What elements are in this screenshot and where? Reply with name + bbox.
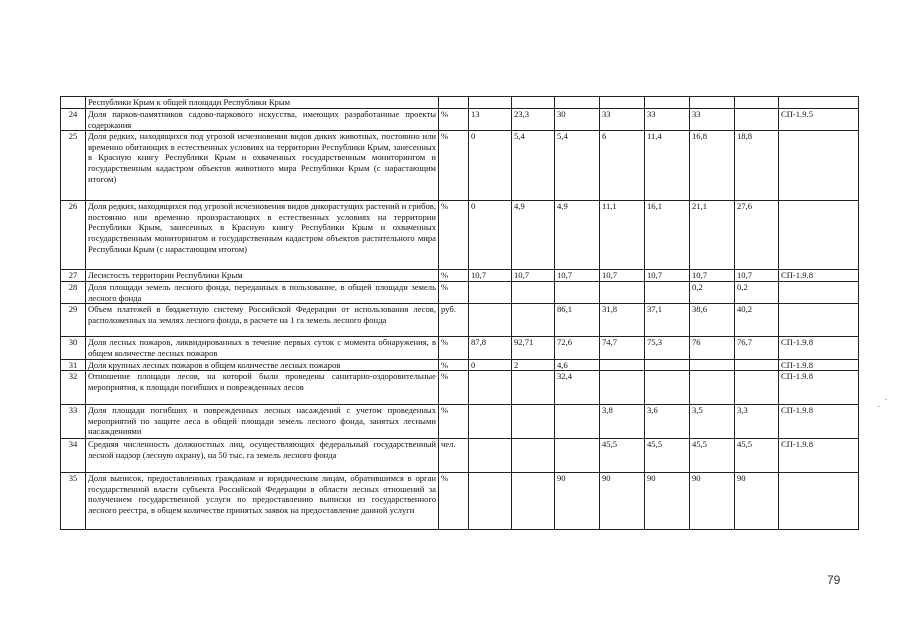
value-cell: 10,7 (555, 270, 600, 282)
value-cell: 31,8 (600, 304, 645, 337)
value-cell: 10,7 (512, 270, 555, 282)
scan-speck (878, 406, 880, 407)
value-cell: 18,8 (735, 131, 779, 201)
value-cell: 33 (690, 109, 735, 131)
indicator-text-cell: Средняя численность должностных лиц, осуществляющих федеральный государственный лесной надзор (лесную охрану), на 50 тыс. га земель лесного фонда (86, 439, 439, 473)
table-row (61, 439, 859, 473)
value-cell: 13 (469, 109, 512, 131)
value-cell: 0 (469, 131, 512, 201)
table-row (61, 109, 859, 131)
value-cell: 32,4 (555, 371, 600, 405)
value-cell: 3,6 (645, 405, 690, 439)
value-cell: 72,6 (555, 337, 600, 359)
table-row (61, 359, 859, 371)
value-cell: 90 (690, 473, 735, 530)
value-cell (512, 473, 555, 530)
unit-cell: % (439, 109, 469, 131)
table-row (61, 201, 859, 270)
row-number-cell: 30 (61, 337, 86, 359)
indicator-text-cell: Объем платежей в бюджетную систему Российской Федерации от использования лесов, расположенных на землях лесного фонда, в расчете на 1 га земель лесного фонда (86, 304, 439, 337)
indicator-text-cell: Доля площади земель лесного фонда, переданных в пользование, в общей площади земель лесного фонда (86, 282, 439, 304)
unit-cell: % (439, 270, 469, 282)
value-cell: 0,2 (690, 282, 735, 304)
table-row (61, 473, 859, 530)
value-cell: 3,5 (690, 405, 735, 439)
value-cell: 4,9 (512, 201, 555, 270)
unit-cell: % (439, 371, 469, 405)
value-cell (512, 439, 555, 473)
reference-cell (779, 282, 859, 304)
unit-cell: % (439, 201, 469, 270)
value-cell (555, 282, 600, 304)
value-cell (735, 109, 779, 131)
reference-cell (779, 131, 859, 201)
value-cell (645, 282, 690, 304)
value-cell: 11,4 (645, 131, 690, 201)
value-cell (645, 371, 690, 405)
reference-cell: СП-1.9.8 (779, 337, 859, 359)
table-row (61, 131, 859, 201)
value-cell: 23,3 (512, 109, 555, 131)
value-cell: 3,8 (600, 405, 645, 439)
value-cell: 76,7 (735, 337, 779, 359)
indicator-text-cell: Лесистость территории Республики Крым (86, 270, 439, 282)
value-cell: 33 (600, 109, 645, 131)
value-cell: 90 (645, 473, 690, 530)
value-cell (600, 371, 645, 405)
value-cell (735, 359, 779, 371)
value-cell (690, 371, 735, 405)
row-number-cell: 25 (61, 131, 86, 201)
value-cell (469, 473, 512, 530)
reference-cell (779, 304, 859, 337)
value-cell (555, 405, 600, 439)
value-cell: 2 (512, 359, 555, 371)
unit-cell: чел. (439, 439, 469, 473)
table-row (61, 270, 859, 282)
value-cell: 75,3 (645, 337, 690, 359)
value-cell (600, 359, 645, 371)
value-cell (469, 282, 512, 304)
reference-cell: СП-1.9.5 (779, 109, 859, 131)
value-cell (469, 304, 512, 337)
value-cell: 4,9 (555, 201, 600, 270)
reference-cell: СП-1.9.8 (779, 371, 859, 405)
reference-cell: СП-1.9.8 (779, 405, 859, 439)
row-number-cell: 27 (61, 270, 86, 282)
reference-cell: СП-1.9.8 (779, 439, 859, 473)
table-row (61, 405, 859, 439)
indicator-text-cell: Отношение площади лесов, на которой были проведены санитарно-оздоровительные мероприятия, к площади погибших и поврежденных лесов (86, 371, 439, 405)
value-cell: 27,6 (735, 201, 779, 270)
value-cell (469, 405, 512, 439)
row-number-cell: 24 (61, 109, 86, 131)
reference-cell (779, 201, 859, 270)
indicator-text-cell: Доля выписок, предоставленных гражданам и юридическим лицам, обратившимся в орган государственной власти субъекта Российской Федерации в области лесных отношений за получением государственной услуги по предоставлению выписки из государственного лесного реестра, в общем количестве принятых заявок на предоставление данной услуги (86, 473, 439, 530)
value-cell (512, 304, 555, 337)
value-cell: 16,8 (690, 131, 735, 201)
row-number-cell: 34 (61, 439, 86, 473)
unit-cell: руб. (439, 304, 469, 337)
value-cell: 90 (600, 473, 645, 530)
indicator-text-cell: Республики Крым к общей площади Республики Крым (86, 97, 439, 109)
value-cell (735, 371, 779, 405)
table-row (61, 337, 859, 359)
indicators-table (60, 96, 859, 530)
table-row (61, 371, 859, 405)
value-cell (645, 359, 690, 371)
indicator-text-cell: Доля парков-памятников садово-паркового искусства, имеющих разработанные проекты содержания (86, 109, 439, 131)
value-cell: 21,1 (690, 201, 735, 270)
value-cell: 37,1 (645, 304, 690, 337)
value-cell (512, 405, 555, 439)
value-cell: 10,7 (690, 270, 735, 282)
value-cell: 0,2 (735, 282, 779, 304)
value-cell: 10,7 (735, 270, 779, 282)
unit-cell: % (439, 359, 469, 371)
value-cell: 5,4 (512, 131, 555, 201)
indicator-text-cell: Доля лесных пожаров, ликвидированных в течение первых суток с момента обнаружения, в общем количестве лесных пожаров (86, 337, 439, 359)
value-cell: 90 (555, 473, 600, 530)
unit-cell: % (439, 282, 469, 304)
indicator-text-cell: Доля площади погибших и поврежденных лесных насаждений с учетом проведенных мероприятий по защите леса в общей площади земель лесного фонда, занятых лесными насаждениями (86, 405, 439, 439)
value-cell: 4,6 (555, 359, 600, 371)
value-cell: 40,2 (735, 304, 779, 337)
row-number-cell: 31 (61, 359, 86, 371)
value-cell: 16,1 (645, 201, 690, 270)
row-number-cell: 35 (61, 473, 86, 530)
table-row (61, 304, 859, 337)
value-cell (512, 282, 555, 304)
unit-cell: % (439, 473, 469, 530)
reference-cell (779, 473, 859, 530)
row-number-cell: 28 (61, 282, 86, 304)
value-cell: 76 (690, 337, 735, 359)
table-row (61, 282, 859, 304)
indicator-text-cell: Доля редких, находящихся под угрозой исчезновения видов дикорастущих растений и грибов, постоянно или временно произрастающих в естественных условиях на территории Республики Крым, занесенных в Красную книгу Республики Крым и охваченных государственным мониторингом и государственным кадастром объектов растительного мира Республики Крым (с нарастающим итогом) (86, 201, 439, 270)
value-cell (469, 439, 512, 473)
unit-cell: % (439, 131, 469, 201)
value-cell: 0 (469, 359, 512, 371)
reference-cell: СП-1.9.8 (779, 359, 859, 371)
page-number: 79 (827, 573, 841, 587)
value-cell: 45,5 (690, 439, 735, 473)
reference-cell: СП-1.9.8 (779, 270, 859, 282)
scan-speck (885, 399, 887, 400)
row-number-cell: 33 (61, 405, 86, 439)
row-number-cell: 32 (61, 371, 86, 405)
table-row-continuation (61, 97, 859, 109)
value-cell: 87,8 (469, 337, 512, 359)
value-cell: 10,7 (645, 270, 690, 282)
value-cell: 45,5 (735, 439, 779, 473)
value-cell: 33 (645, 109, 690, 131)
row-number-cell: 29 (61, 304, 86, 337)
value-cell: 0 (469, 201, 512, 270)
unit-cell: % (439, 337, 469, 359)
value-cell: 74,7 (600, 337, 645, 359)
value-cell: 86,1 (555, 304, 600, 337)
value-cell: 6 (600, 131, 645, 201)
value-cell (690, 359, 735, 371)
value-cell (469, 371, 512, 405)
value-cell: 10,7 (469, 270, 512, 282)
value-cell: 3,3 (735, 405, 779, 439)
unit-cell: % (439, 405, 469, 439)
row-number-cell (61, 97, 86, 109)
value-cell: 38,6 (690, 304, 735, 337)
value-cell (600, 282, 645, 304)
value-cell: 5,4 (555, 131, 600, 201)
value-cell (512, 371, 555, 405)
value-cell: 45,5 (645, 439, 690, 473)
row-number-cell: 26 (61, 201, 86, 270)
value-cell: 90 (735, 473, 779, 530)
value-cell: 10,7 (600, 270, 645, 282)
value-cell: 11,1 (600, 201, 645, 270)
value-cell: 45,5 (600, 439, 645, 473)
indicator-text-cell: Доля редких, находящихся под угрозой исчезновения видов диких животных, постоянно или временно обитающих в естественных условиях на территории Республики Крым, занесенных в Красную книгу Республики Крым и охваченных государственным мониторингом и государственным кадастром объектов животного мира Республики Крым (с нарастающим итогом) (86, 131, 439, 201)
value-cell (555, 439, 600, 473)
indicator-text-cell: Доля крупных лесных пожаров в общем количестве лесных пожаров (86, 359, 439, 371)
value-cell: 92,71 (512, 337, 555, 359)
value-cell: 30 (555, 109, 600, 131)
